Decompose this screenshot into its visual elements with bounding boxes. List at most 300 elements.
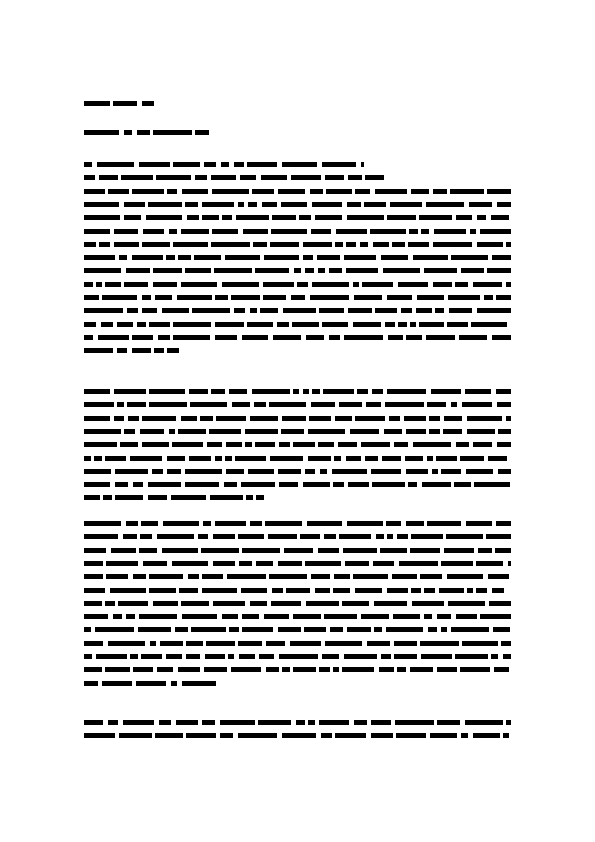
word-mark <box>278 189 305 194</box>
word-mark <box>466 521 492 526</box>
word-mark <box>235 456 266 461</box>
word-mark <box>307 521 342 526</box>
word-mark <box>278 627 301 632</box>
word-mark <box>252 189 274 194</box>
word-mark <box>353 282 359 287</box>
word-mark <box>234 162 244 167</box>
word-mark <box>178 667 200 672</box>
word-mark <box>126 614 135 619</box>
word-mark <box>312 389 320 394</box>
word-mark <box>424 614 432 619</box>
word-mark <box>334 574 350 579</box>
word-mark <box>412 601 444 606</box>
word-mark <box>240 175 256 180</box>
word-mark <box>306 335 324 340</box>
word-mark <box>494 667 509 672</box>
word-mark <box>176 720 198 725</box>
word-mark <box>355 189 370 194</box>
word-mark <box>459 335 487 340</box>
word-mark <box>444 548 474 553</box>
word-mark <box>221 162 229 167</box>
word-mark <box>473 442 492 447</box>
word-mark <box>410 667 433 672</box>
word-mark <box>84 101 110 106</box>
word-mark <box>303 389 309 394</box>
word-mark <box>110 588 146 593</box>
word-mark <box>204 667 227 672</box>
word-mark <box>124 282 148 287</box>
word-mark <box>498 469 511 474</box>
word-mark <box>238 641 262 646</box>
word-mark <box>250 521 262 526</box>
word-mark <box>115 495 143 500</box>
word-mark <box>245 442 252 447</box>
word-mark <box>281 429 304 434</box>
word-mark <box>433 282 452 287</box>
word-mark <box>439 588 464 593</box>
word-mark <box>466 469 493 474</box>
word-mark <box>385 402 424 407</box>
word-mark <box>437 614 451 619</box>
word-mark <box>162 548 198 553</box>
word-mark <box>282 416 306 421</box>
word-mark <box>392 574 417 579</box>
word-mark <box>318 548 339 553</box>
word-mark <box>142 416 176 421</box>
word-mark <box>149 322 170 327</box>
word-mark <box>167 348 179 353</box>
word-mark <box>467 416 502 421</box>
word-mark <box>371 720 391 725</box>
word-mark <box>232 402 250 407</box>
word-mark <box>117 402 124 407</box>
word-mark <box>258 720 291 725</box>
word-mark <box>175 627 188 632</box>
word-mark <box>213 561 235 566</box>
word-mark <box>385 322 395 327</box>
word-mark <box>148 482 181 487</box>
word-mark <box>140 534 152 539</box>
word-mark <box>246 495 253 500</box>
word-mark <box>163 521 199 526</box>
word-mark <box>362 282 393 287</box>
word-mark <box>411 534 443 539</box>
word-mark <box>325 641 362 646</box>
word-mark <box>153 601 178 606</box>
word-mark <box>238 733 277 738</box>
word-mark <box>478 548 492 553</box>
word-mark <box>394 442 408 447</box>
word-mark <box>84 614 108 619</box>
word-mark <box>96 282 102 287</box>
word-mark <box>124 130 132 135</box>
word-mark <box>326 189 352 194</box>
word-mark <box>256 495 264 500</box>
word-mark <box>321 733 332 738</box>
word-mark <box>167 456 185 461</box>
word-mark <box>487 189 511 194</box>
word-mark <box>84 469 111 474</box>
word-mark <box>264 255 299 260</box>
word-mark <box>496 295 511 300</box>
word-mark <box>486 534 511 539</box>
word-mark <box>506 242 511 247</box>
word-mark <box>114 389 146 394</box>
word-mark <box>354 720 367 725</box>
word-mark <box>117 348 127 353</box>
word-mark <box>383 268 420 273</box>
word-mark <box>318 442 334 447</box>
word-mark <box>398 282 428 287</box>
word-mark <box>239 654 255 659</box>
word-mark <box>195 175 207 180</box>
word-mark <box>222 614 238 619</box>
word-mark <box>105 601 115 606</box>
word-mark <box>84 255 115 260</box>
word-mark <box>436 456 457 461</box>
word-mark <box>476 588 487 593</box>
word-mark <box>448 295 480 300</box>
word-mark <box>395 720 434 725</box>
word-mark <box>243 229 268 234</box>
word-mark <box>348 308 372 313</box>
word-mark <box>447 574 483 579</box>
word-mark <box>84 548 106 553</box>
word-mark <box>325 175 344 180</box>
word-mark <box>182 681 216 686</box>
word-mark <box>178 429 206 434</box>
word-mark <box>310 189 323 194</box>
word-mark <box>210 495 243 500</box>
word-mark <box>353 574 388 579</box>
word-mark <box>424 268 457 273</box>
word-mark <box>282 162 317 167</box>
word-mark <box>254 402 266 407</box>
word-mark <box>470 229 476 234</box>
word-mark <box>311 402 335 407</box>
word-mark <box>426 335 455 340</box>
word-mark <box>279 442 290 447</box>
word-mark <box>211 175 236 180</box>
word-mark <box>124 429 135 434</box>
word-mark <box>114 229 138 234</box>
word-mark <box>471 322 507 327</box>
word-mark <box>182 614 217 619</box>
word-mark <box>202 720 215 725</box>
word-mark <box>84 268 121 273</box>
word-mark <box>173 322 211 327</box>
word-mark <box>173 242 208 247</box>
word-mark <box>84 189 105 194</box>
word-mark <box>446 534 483 539</box>
word-mark <box>346 268 378 273</box>
word-mark <box>84 202 119 207</box>
word-mark <box>380 548 407 553</box>
word-mark <box>373 242 389 247</box>
word-mark <box>215 295 228 300</box>
word-mark <box>292 322 319 327</box>
word-mark <box>444 416 462 421</box>
word-mark <box>229 389 247 394</box>
word-mark <box>387 215 416 220</box>
word-mark <box>410 322 416 327</box>
word-mark <box>300 534 320 539</box>
word-mark <box>375 308 397 313</box>
word-mark <box>241 588 267 593</box>
word-mark <box>409 229 418 234</box>
word-mark <box>146 215 182 220</box>
word-mark <box>422 482 451 487</box>
word-mark <box>220 720 255 725</box>
word-mark <box>343 548 377 553</box>
word-mark <box>206 641 235 646</box>
word-mark <box>108 720 118 725</box>
word-mark <box>260 308 278 313</box>
word-mark <box>329 268 342 273</box>
word-mark <box>220 733 233 738</box>
word-mark <box>160 641 183 646</box>
word-mark <box>115 469 148 474</box>
word-mark <box>297 282 308 287</box>
word-mark <box>84 588 105 593</box>
word-mark <box>376 534 384 539</box>
word-mark <box>413 255 448 260</box>
word-mark <box>263 295 286 300</box>
word-mark <box>303 482 330 487</box>
word-mark <box>84 130 119 135</box>
word-mark <box>84 175 95 180</box>
word-mark <box>480 229 511 234</box>
word-mark <box>241 482 275 487</box>
word-mark <box>346 242 356 247</box>
word-mark <box>477 242 503 247</box>
word-mark <box>394 654 417 659</box>
word-mark <box>84 654 92 659</box>
word-mark <box>186 733 216 738</box>
word-mark <box>195 130 209 135</box>
word-mark <box>421 229 429 234</box>
word-mark <box>189 389 208 394</box>
word-mark <box>123 534 137 539</box>
word-mark <box>272 588 283 593</box>
word-mark <box>108 641 145 646</box>
word-mark <box>393 614 420 619</box>
word-mark <box>185 482 219 487</box>
word-mark <box>315 588 330 593</box>
word-mark <box>296 720 305 725</box>
word-mark <box>132 335 153 340</box>
word-mark <box>456 442 469 447</box>
word-mark <box>384 429 402 434</box>
word-mark <box>126 521 138 526</box>
word-mark <box>413 442 451 447</box>
word-mark <box>84 482 110 487</box>
word-mark <box>346 456 361 461</box>
word-mark <box>348 175 362 180</box>
word-mark <box>320 469 327 474</box>
word-mark <box>153 282 177 287</box>
word-mark <box>255 442 275 447</box>
word-mark <box>149 402 187 407</box>
word-mark <box>142 242 170 247</box>
word-mark <box>130 654 138 659</box>
word-mark <box>460 456 484 461</box>
word-mark <box>264 614 289 619</box>
word-mark <box>347 202 361 207</box>
word-mark <box>194 255 221 260</box>
word-mark <box>449 308 472 313</box>
word-mark <box>138 627 171 632</box>
word-mark <box>127 308 138 313</box>
word-mark <box>465 389 491 394</box>
word-mark <box>167 189 177 194</box>
word-mark <box>354 295 382 300</box>
word-mark <box>379 667 394 672</box>
word-mark <box>387 534 393 539</box>
word-mark <box>250 601 267 606</box>
word-mark <box>128 416 139 421</box>
word-mark <box>360 242 368 247</box>
word-mark <box>271 229 307 234</box>
word-mark <box>215 456 222 461</box>
word-mark <box>419 322 444 327</box>
word-mark <box>304 627 326 632</box>
word-mark <box>386 521 401 526</box>
word-mark <box>503 654 511 659</box>
word-mark <box>361 442 390 447</box>
word-mark <box>126 268 150 273</box>
word-mark <box>166 255 175 260</box>
word-mark <box>278 561 302 566</box>
word-mark <box>166 654 182 659</box>
word-mark <box>186 654 200 659</box>
word-mark <box>496 389 511 394</box>
word-mark <box>84 282 93 287</box>
word-mark <box>473 282 502 287</box>
word-mark <box>250 308 257 313</box>
word-mark <box>102 295 137 300</box>
word-mark <box>101 322 113 327</box>
word-mark <box>279 654 318 659</box>
word-mark <box>427 402 446 407</box>
word-mark <box>209 429 241 434</box>
word-mark <box>215 521 246 526</box>
word-mark <box>441 561 473 566</box>
word-mark <box>335 242 343 247</box>
word-mark <box>238 202 244 207</box>
word-mark <box>364 202 386 207</box>
word-mark <box>137 322 146 327</box>
word-mark <box>213 601 245 606</box>
word-mark <box>339 402 362 407</box>
word-mark <box>96 654 127 659</box>
word-mark <box>124 202 145 207</box>
word-mark <box>84 641 103 646</box>
word-mark <box>84 720 103 725</box>
word-mark <box>142 295 151 300</box>
word-mark <box>342 667 374 672</box>
word-mark <box>266 667 279 672</box>
word-mark <box>84 389 110 394</box>
word-mark <box>133 482 143 487</box>
word-mark <box>98 335 129 340</box>
word-mark <box>169 229 177 234</box>
word-mark <box>225 255 260 260</box>
word-mark <box>361 614 389 619</box>
word-mark <box>408 242 429 247</box>
word-mark <box>333 588 350 593</box>
word-mark <box>387 295 412 300</box>
word-mark <box>231 295 260 300</box>
word-mark <box>315 215 342 220</box>
word-mark <box>282 733 316 738</box>
word-mark <box>143 561 167 566</box>
word-mark <box>469 202 492 207</box>
word-mark <box>495 548 511 553</box>
word-mark <box>375 189 407 194</box>
word-mark <box>105 282 121 287</box>
word-mark <box>333 667 339 672</box>
word-mark <box>187 215 199 220</box>
word-mark <box>299 215 311 220</box>
word-mark <box>508 561 511 566</box>
word-mark <box>156 175 191 180</box>
word-mark <box>308 456 331 461</box>
word-mark <box>139 162 170 167</box>
word-mark <box>248 469 274 474</box>
word-mark <box>113 614 122 619</box>
word-mark <box>324 534 336 539</box>
word-mark <box>416 308 432 313</box>
word-mark <box>238 534 264 539</box>
word-mark <box>462 402 492 407</box>
word-mark <box>492 588 504 593</box>
word-mark <box>192 308 230 313</box>
word-mark <box>245 429 278 434</box>
word-mark <box>84 681 98 686</box>
word-mark <box>84 561 103 566</box>
word-mark <box>344 335 383 340</box>
word-mark <box>239 561 252 566</box>
word-mark <box>317 255 340 260</box>
word-mark <box>461 268 484 273</box>
word-mark <box>252 389 290 394</box>
word-mark <box>84 295 99 300</box>
word-mark <box>143 229 164 234</box>
word-mark <box>294 268 301 273</box>
word-mark <box>322 654 339 659</box>
word-mark <box>371 469 401 474</box>
word-mark <box>450 189 484 194</box>
word-mark <box>247 322 273 327</box>
word-mark <box>181 416 197 421</box>
word-mark <box>322 322 348 327</box>
word-mark <box>456 215 472 220</box>
word-mark <box>84 308 123 313</box>
word-mark <box>283 308 316 313</box>
word-mark <box>215 335 237 340</box>
word-mark <box>181 601 209 606</box>
word-mark <box>381 654 391 659</box>
word-mark <box>367 641 390 646</box>
word-mark <box>189 456 211 461</box>
word-mark <box>312 282 349 287</box>
word-mark <box>332 469 367 474</box>
word-mark <box>498 429 511 434</box>
word-mark <box>461 733 468 738</box>
word-mark <box>506 416 511 421</box>
word-mark <box>437 667 457 672</box>
